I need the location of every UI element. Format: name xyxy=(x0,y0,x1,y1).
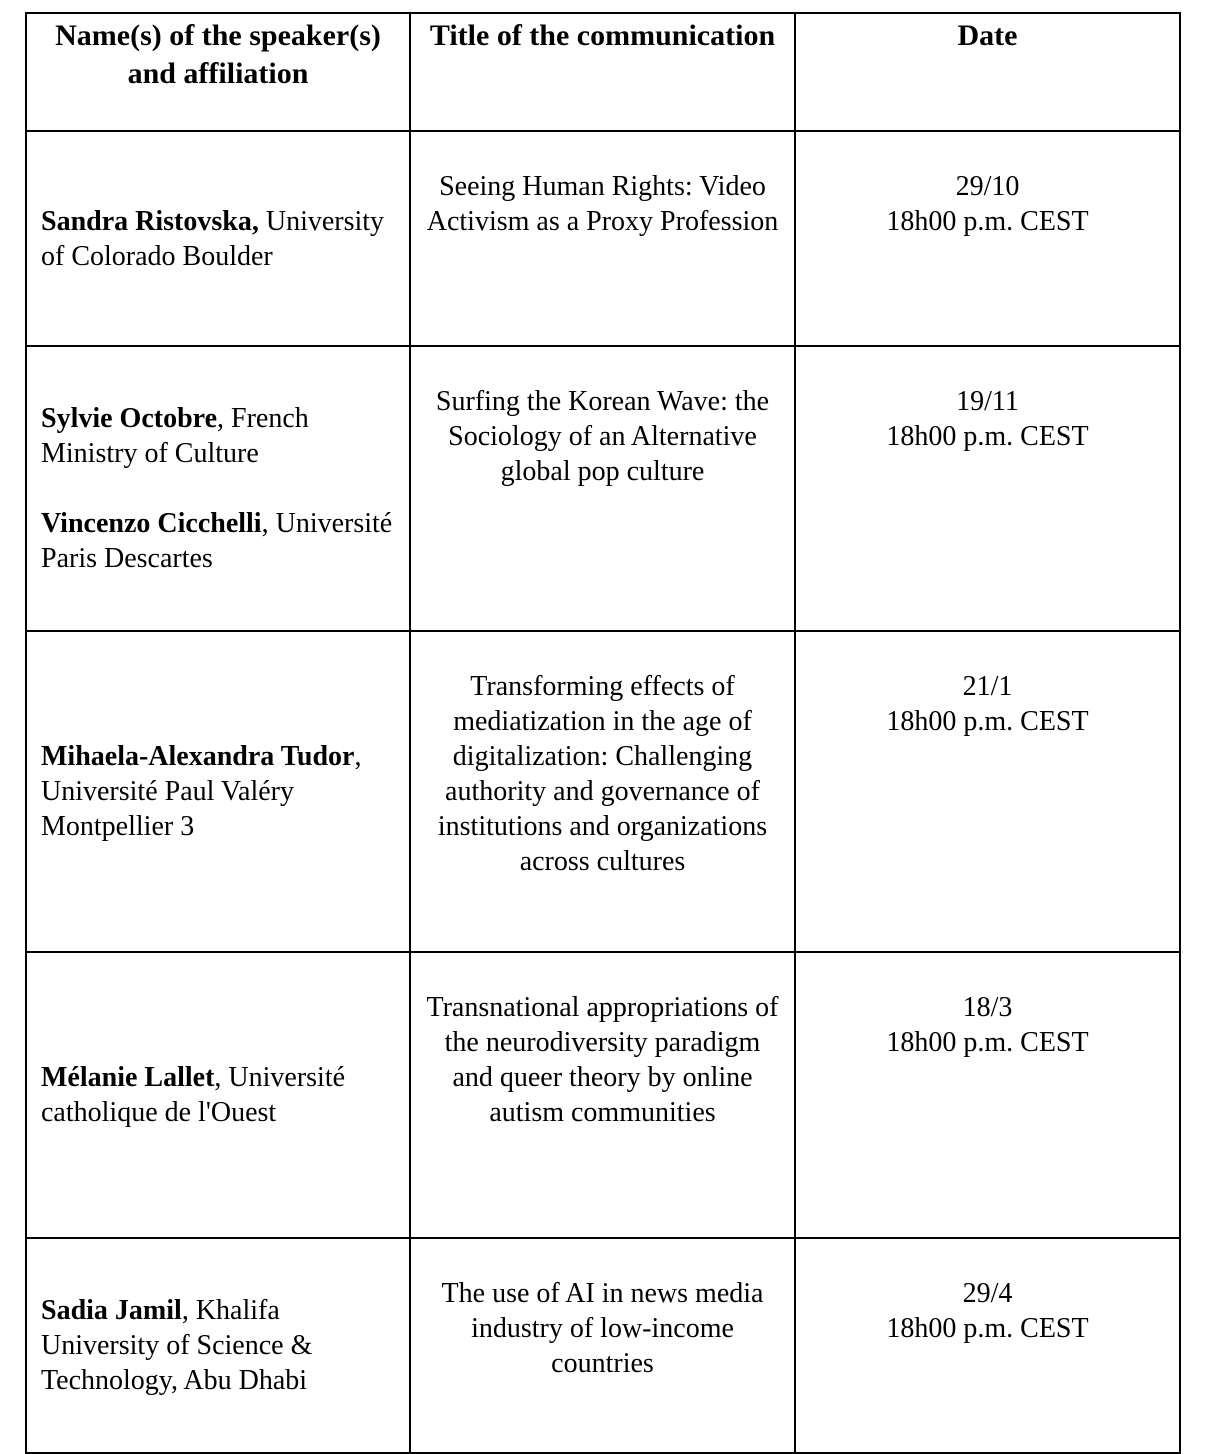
speaker-affiliation: , Université Paris Descartes xyxy=(41,508,393,574)
speaker-entry xyxy=(41,506,395,576)
session-date: 29/10 xyxy=(955,171,1020,202)
communication-title-cell: Surfing the Korean Wave: the Sociology of an Alternative global pop culture xyxy=(410,346,795,631)
table-row xyxy=(26,952,1180,1238)
speaker-cell xyxy=(26,952,410,1238)
communication-title-cell: Transnational appropriations of the neurodiversity paradigm and queer theory by online autism communities xyxy=(410,952,795,1238)
session-date: 18/3 xyxy=(962,992,1013,1023)
date-cell xyxy=(795,631,1180,952)
session-time: 18h00 p.m. CEST xyxy=(886,206,1089,237)
date-cell xyxy=(795,1238,1180,1453)
speaker-cell xyxy=(26,346,410,631)
speaker-affiliation: , French Ministry of Culture xyxy=(41,403,309,469)
speaker-name: Vincenzo Cicchelli xyxy=(41,508,262,539)
session-time: 18h00 p.m. CEST xyxy=(886,421,1089,452)
speaker-entry xyxy=(41,1293,395,1398)
speaker-affiliation: , Université catholique de l'Ouest xyxy=(41,1062,346,1128)
speaker-name: Mélanie Lallet xyxy=(41,1062,215,1093)
speaker-affiliation: , Khalifa University of Science & Technology, Abu Dhabi xyxy=(41,1295,313,1396)
session-date: 21/1 xyxy=(962,671,1013,702)
speaker-entry xyxy=(41,739,395,844)
communication-title-cell: Seeing Human Rights: Video Activism as a Proxy Profession xyxy=(410,131,795,346)
speaker-entry xyxy=(41,204,395,274)
session-date: 19/11 xyxy=(956,386,1019,417)
session-date: 29/4 xyxy=(962,1278,1013,1309)
schedule-table xyxy=(25,12,1181,1454)
speaker-name: Mihaela-Alexandra Tudor xyxy=(41,741,355,772)
speaker-cell xyxy=(26,631,410,952)
session-time: 18h00 p.m. CEST xyxy=(886,1313,1089,1344)
speaker-entry xyxy=(41,1060,395,1130)
speaker-column-header: Name(s) of the speaker(s) and affiliation xyxy=(26,13,410,131)
speaker-name: Sadia Jamil xyxy=(41,1295,182,1326)
speaker-entry xyxy=(41,401,395,471)
speaker-name: Sylvie Octobre xyxy=(41,403,218,434)
session-time: 18h00 p.m. CEST xyxy=(886,706,1089,737)
speaker-cell xyxy=(26,1238,410,1453)
header-row xyxy=(26,13,1180,131)
session-time: 18h00 p.m. CEST xyxy=(886,1027,1089,1058)
speaker-affiliation: University of Colorado Boulder xyxy=(41,205,385,272)
speaker-name: Sandra Ristovska, xyxy=(41,205,259,237)
speaker-cell xyxy=(26,131,410,346)
table-row xyxy=(26,631,1180,952)
title-column-header: Title of the communication xyxy=(410,13,795,131)
date-cell xyxy=(795,952,1180,1238)
date-cell xyxy=(795,346,1180,631)
date-column-header: Date xyxy=(795,13,1180,131)
table-row xyxy=(26,1238,1180,1453)
table-row xyxy=(26,346,1180,631)
speaker-affiliation: , Université Paul Valéry Montpellier 3 xyxy=(41,741,362,842)
table-row xyxy=(26,131,1180,346)
communication-title-cell: The use of AI in news media industry of low-income countries xyxy=(410,1238,795,1453)
communication-title-cell: Transforming effects of mediatization in the age of digitalization: Challenging authority and governance of institutions and organizations across cultures xyxy=(410,631,795,952)
date-cell xyxy=(795,131,1180,346)
